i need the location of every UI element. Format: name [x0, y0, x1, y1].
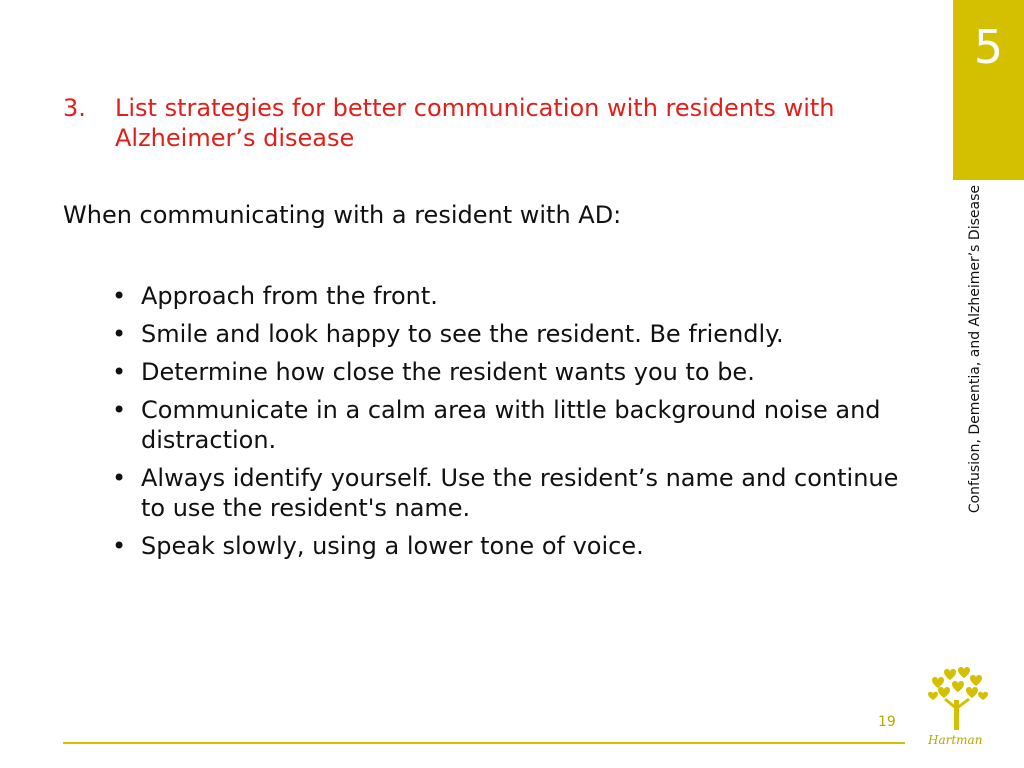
strategy-list: [112, 281, 912, 569]
logo-wordmark: Hartman: [928, 733, 983, 747]
chapter-number: 5: [973, 20, 1004, 74]
list-item: [112, 463, 912, 523]
bullet-icon: •: [112, 396, 127, 424]
objective-text: List strategies for better communication with residents with Alzheimer’s disease: [115, 94, 835, 152]
bullet-icon: •: [112, 282, 127, 310]
list-item-text: Always identify yourself. Use the resident’s name and continue to use the resident's name.: [141, 464, 899, 522]
intro-text: When communicating with a resident with AD:: [63, 201, 622, 229]
list-item: [112, 531, 912, 561]
list-item-text: Communicate in a calm area with little background noise and distraction.: [141, 396, 881, 454]
bullet-icon: •: [112, 320, 127, 348]
list-item: [112, 395, 912, 455]
list-item: [112, 319, 912, 349]
bullet-icon: •: [112, 532, 127, 560]
list-item-text: Smile and look happy to see the resident. Be friendly.: [141, 320, 784, 348]
list-item-text: Determine how close the resident wants you to be.: [141, 358, 755, 386]
chapter-title: Confusion, Dementia, and Alzheimer’s Disease: [967, 185, 983, 514]
footer-divider: [63, 742, 905, 744]
objective-number: 3.: [63, 94, 86, 122]
list-item: [112, 281, 912, 311]
page-number: 19: [878, 714, 896, 730]
list-item-text: Approach from the front.: [141, 282, 438, 310]
chapter-tab: [953, 0, 1024, 180]
list-item: [112, 357, 912, 387]
bullet-icon: •: [112, 464, 127, 492]
bullet-icon: •: [112, 358, 127, 386]
list-item-text: Speak slowly, using a lower tone of voice.: [141, 532, 644, 560]
